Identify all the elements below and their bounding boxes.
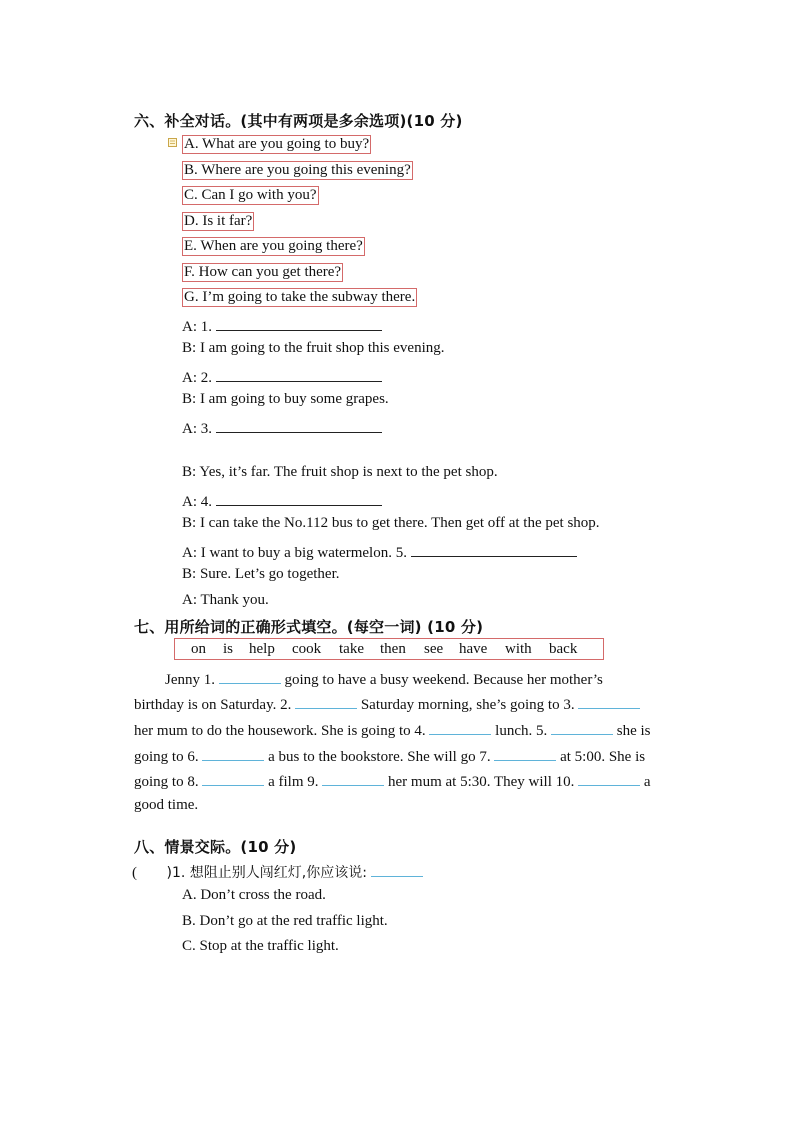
question-1 (132, 861, 423, 882)
word-bank-item: then (380, 641, 406, 657)
speaker: B: (182, 515, 197, 531)
dialogue-text: Yes, it’s far. The fruit shop is next to the pet shop. (199, 464, 498, 480)
fill-blank-3[interactable] (578, 693, 640, 709)
word-bank-item: is (223, 641, 234, 657)
blank-number: 3. (200, 421, 212, 437)
dialogue-line-5 (182, 417, 382, 438)
speaker: B: (182, 566, 197, 582)
option-d: D. Is it far? (184, 213, 253, 229)
passage-text: Saturday morning, she’s going to 3. (360, 697, 575, 713)
passage-line-5 (134, 770, 651, 791)
option-c: C. Can I go with you? (184, 187, 317, 203)
passage-text: a bus to the bookstore. She will go 7. (268, 749, 491, 765)
passage-line-1 (165, 668, 603, 689)
dialogue-text: I can take the No.112 bus to get there. Then get off at the pet shop. (199, 515, 600, 531)
word-bank-item: on (191, 641, 206, 657)
speaker: A: (182, 421, 197, 437)
speaker: B: (182, 340, 197, 356)
fill-blank-7[interactable] (494, 745, 556, 761)
fill-blank-8[interactable] (202, 770, 264, 786)
passage-text: Jenny 1. (165, 672, 215, 688)
dialogue-line-6 (182, 463, 498, 481)
fill-blank-2[interactable] (295, 693, 357, 709)
passage-text: her mum at 5:30. They will 10. (388, 774, 575, 790)
prompt-blank[interactable] (371, 861, 423, 877)
section7-heading: 七、用所给词的正确形式填空。(每空一词) (10 分) (134, 618, 484, 636)
speaker: A: (182, 319, 197, 335)
dialogue-line-3 (182, 366, 382, 387)
option-b: B. Where are you going this evening? (184, 162, 411, 178)
passage-text: her mum to do the housework. She is going to 4. (134, 723, 426, 739)
answer-blank-2[interactable] (216, 366, 382, 382)
answer-blank-4[interactable] (216, 490, 382, 506)
passage-text: good time. (134, 797, 199, 813)
dialogue-line-11 (182, 591, 269, 609)
word-bank (174, 638, 604, 660)
section8-heading: 八、情景交际。(10 分) (134, 838, 297, 856)
dialogue-line-1 (182, 315, 382, 336)
question-prompt: )1. 想阻止别人闯红灯,你应该说: (166, 865, 367, 881)
fill-blank-4[interactable] (429, 719, 491, 735)
passage-text: going to have a busy weekend. Because her mother’s (284, 672, 603, 688)
blank-number: 1. (200, 319, 212, 335)
speaker: A: (182, 370, 197, 386)
option-e: E. When are you going there? (184, 238, 363, 254)
speaker: B: (182, 464, 197, 480)
dialogue-text: Sure. Let’s go together. (199, 566, 340, 582)
dialogue-line-10 (182, 565, 340, 583)
word-bank-item: back (549, 641, 578, 657)
passage-text: birthday is on Saturday. 2. (134, 697, 292, 713)
dialogue-line-7 (182, 490, 382, 511)
passage-line-3 (134, 719, 650, 740)
word-bank-item: have (459, 641, 488, 657)
fill-blank-9[interactable] (322, 770, 384, 786)
dialogue-line-4 (182, 390, 389, 408)
dialogue-text: I am going to the fruit shop this evening. (199, 340, 445, 356)
answer-blank-5[interactable] (411, 541, 577, 557)
fill-blank-10[interactable] (578, 770, 640, 786)
choice-c: C. Stop at the traffic light. (182, 938, 339, 954)
section6-heading: 六、补全对话。(其中有两项是多余选项)(10 分) (134, 112, 463, 130)
speaker: B: (182, 391, 197, 407)
speaker: A: (182, 592, 197, 608)
option-a: A. What are you going to buy? (184, 136, 370, 152)
speaker: A: (182, 494, 197, 510)
word-bank-item: see (424, 641, 444, 657)
passage-line-6 (134, 796, 198, 814)
dialogue-line-2 (182, 339, 445, 357)
passage-text: lunch. 5. (495, 723, 548, 739)
choice-b: B. Don’t go at the red traffic light. (182, 913, 388, 929)
passage-line-2 (134, 693, 640, 714)
fill-blank-6[interactable] (202, 745, 264, 761)
passage-text: she is (616, 723, 651, 739)
fill-blank-5[interactable] (551, 719, 613, 735)
word-bank-item: take (339, 641, 364, 657)
dialogue-text: I want to buy a big watermelon. 5. (200, 545, 407, 561)
fill-blank-1[interactable] (219, 668, 281, 684)
passage-text: a film 9. (268, 774, 319, 790)
answer-blank-1[interactable] (216, 315, 382, 331)
blank-number: 4. (200, 494, 212, 510)
passage-text: going to 8. (134, 774, 199, 790)
dialogue-line-9 (182, 541, 577, 562)
passage-text: going to 6. (134, 749, 199, 765)
dialogue-text: Thank you. (200, 592, 269, 608)
passage-line-4 (134, 745, 645, 766)
passage-text: at 5:00. She is (560, 749, 646, 765)
word-bank-item: cook (292, 641, 322, 657)
dialogue-line-8 (182, 514, 600, 532)
blank-number: 2. (200, 370, 212, 386)
dialogue-text: I am going to buy some grapes. (199, 391, 389, 407)
answer-paren: ( (132, 865, 137, 881)
passage-text: a (643, 774, 651, 790)
word-bank-item: help (249, 641, 275, 657)
speaker: A: (182, 545, 197, 561)
answer-blank-3[interactable] (216, 417, 382, 433)
word-bank-item: with (505, 641, 532, 657)
option-f: F. How can you get there? (184, 264, 342, 280)
choice-a: A. Don’t cross the road. (182, 887, 326, 903)
option-g: G. I’m going to take the subway there. (184, 289, 416, 305)
note-flag-icon (168, 138, 177, 147)
